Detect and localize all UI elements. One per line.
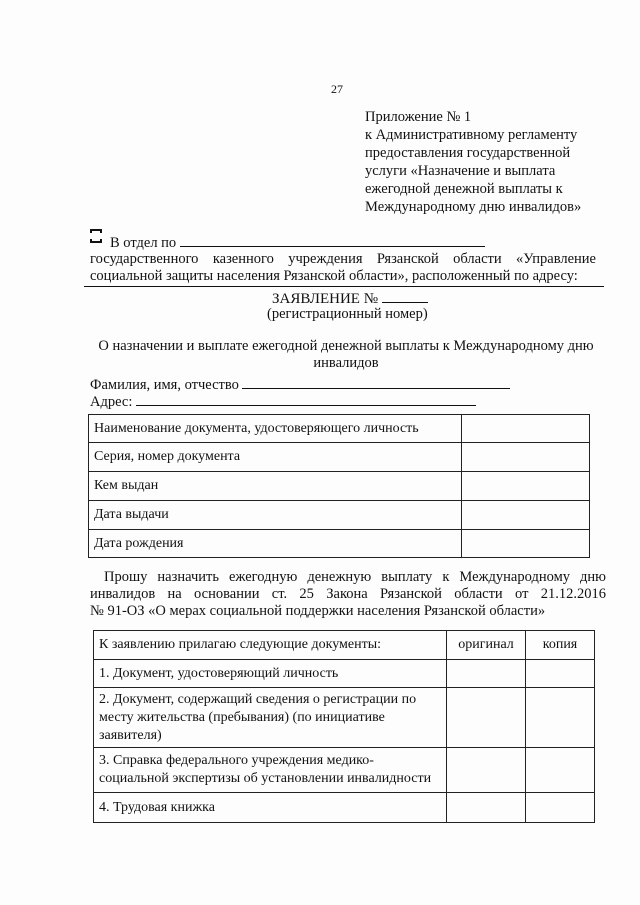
table-row [89,443,590,472]
identity-label: Дата выдачи [89,501,462,530]
original-header: оригинал [447,631,526,660]
copy-cell[interactable] [526,688,595,748]
document-name [94,688,447,748]
divider [84,286,604,287]
annex-line: к Административному регламенту [365,127,578,143]
identity-label: Дата рождения [89,530,462,558]
fio-row [90,376,510,394]
document-name [94,660,447,688]
request-line-3: № 91-ОЗ «О мерах социальной поддержки населения Рязанской области» [90,603,546,619]
copy-cell[interactable] [526,793,595,823]
subject-line-2: инвалидов [313,355,379,371]
addressee-line-1 [110,234,485,252]
copy-cell[interactable] [526,660,595,688]
identity-label: Наименование документа, удостоверяющего личность [89,415,462,443]
table-row [89,501,590,530]
address-row [90,393,476,411]
identity-table [88,414,590,558]
request-line-2: инвалидов на основании ст. 25 Закона Рязанской области от 21.12.2016 [90,586,606,602]
identity-value-cell[interactable] [462,472,590,501]
document-line: месту жительства (пребывания) (по инициативе [99,709,385,725]
annex-line: предоставления государственной [365,145,571,161]
original-cell[interactable] [447,688,526,748]
document-line: 2. Документ, содержащий сведения о регистрации по [99,691,417,707]
request-line-1: Прошу назначить ежегодную денежную выплату к Международному дню [104,569,606,585]
department-checkbox[interactable] [90,229,102,241]
document-line: 4. Трудовая книжка [99,799,215,815]
documents-table [93,630,595,823]
document-name [94,793,447,823]
identity-label: Кем выдан [89,472,462,501]
table-row [94,688,595,748]
table-row [94,660,595,688]
fio-label: Фамилия, имя, отчество [90,377,239,393]
table-row [89,472,590,501]
documents-header: К заявлению прилагаю следующие документы: [94,631,447,660]
table-row [89,530,590,558]
document-line: 1. Документ, удостоверяющий личность [99,665,339,681]
fio-field[interactable] [242,376,510,389]
annex-line: услуги «Назначение и выплата [365,163,556,179]
annex-line: ежегодной денежной выплаты к [365,181,563,197]
annex-note [365,108,625,216]
registration-number-caption: (регистрационный номер) [267,306,428,322]
addressee-prefix: В отдел по [110,235,177,251]
table-row [94,793,595,823]
table-row [94,748,595,793]
document-line: заявителя) [99,727,162,743]
original-cell[interactable] [447,793,526,823]
document-name [94,748,447,793]
identity-value-cell[interactable] [462,415,590,443]
annex-line: Приложение № 1 [365,109,472,125]
original-cell[interactable] [447,748,526,793]
identity-value-cell[interactable] [462,530,590,558]
registration-number-field[interactable] [382,290,428,303]
title-text: ЗАЯВЛЕНИЕ № [272,291,379,307]
original-cell[interactable] [447,660,526,688]
identity-value-cell[interactable] [462,443,590,472]
identity-value-cell[interactable] [462,501,590,530]
table-header-row [94,631,595,660]
copy-cell[interactable] [526,748,595,793]
addressee-line-2: государственного казенного учреждения Рязанской области «Управление [90,251,596,267]
table-row [89,415,590,443]
page-number: 27 [331,82,343,96]
subject-line-1: О назначении и выплате ежегодной денежной выплаты к Международному дню [98,338,594,354]
identity-label: Серия, номер документа [89,443,462,472]
addressee-line-3: социальной защиты населения Рязанской области», расположенный по адресу: [90,268,578,284]
copy-header: копия [526,631,595,660]
address-field[interactable] [136,393,476,406]
address-label: Адрес: [90,394,133,410]
department-name-field[interactable] [180,234,485,247]
document-line: 3. Справка федерального учреждения медико- [99,753,374,768]
document-line: социальной экспертизы об установлении инвалидности [99,771,432,786]
annex-line: Международному дню инвалидов» [365,199,582,215]
